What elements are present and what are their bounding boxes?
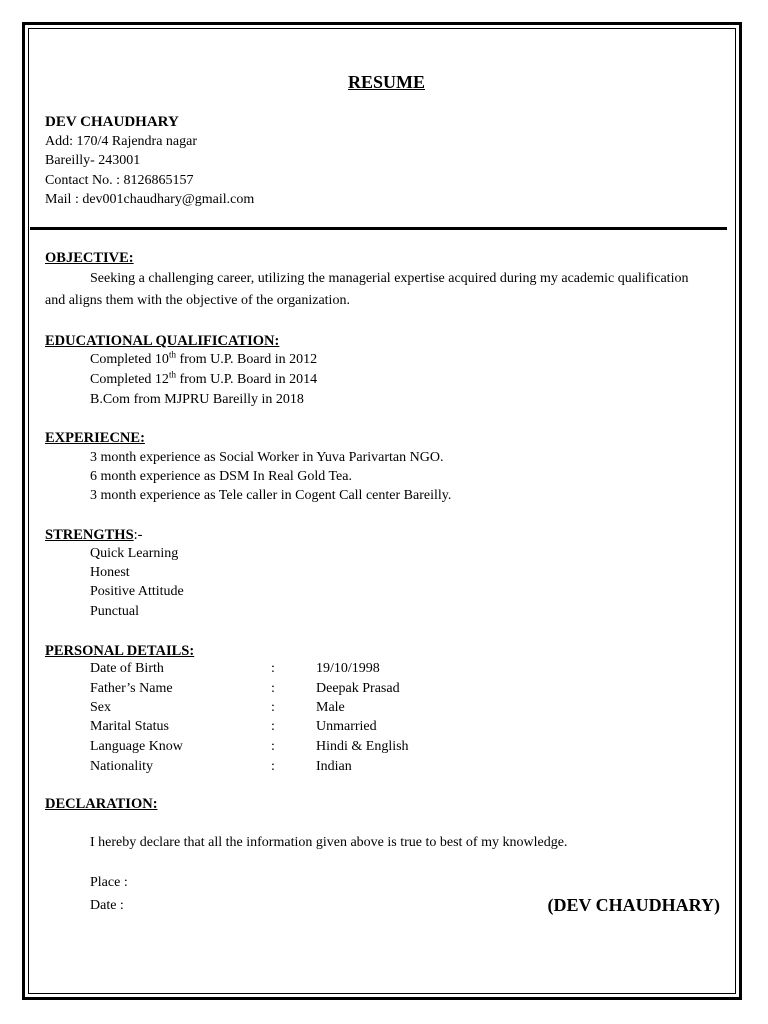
- separator: :: [271, 661, 275, 676]
- objective-heading: OBJECTIVE:: [45, 250, 134, 266]
- strengths-heading: STRENGTHS:-: [45, 527, 143, 543]
- date-label: Date :: [90, 898, 124, 913]
- strength-item: Positive Attitude: [90, 584, 184, 599]
- email-line: Mail : dev001chaudhary@gmail.com: [45, 192, 255, 207]
- marital-status-value: Unmarried: [316, 719, 377, 734]
- sex-label: Sex: [90, 700, 111, 715]
- nationality-value: Indian: [316, 759, 352, 774]
- dob-label: Date of Birth: [90, 661, 164, 676]
- objective-text: Seeking a challenging career, utilizing the managerial expertise acquired during my academic qualification and aligns them with the objective of the organization.: [45, 271, 689, 308]
- resume-title: RESUME: [347, 72, 425, 92]
- strength-item: Quick Learning: [90, 546, 179, 561]
- personal-details-heading: PERSONAL DETAILS:: [45, 643, 195, 659]
- experience-item: 6 month experience as DSM In Real Gold Tea.: [90, 469, 352, 484]
- address-line: Add: 170/4 Rajendra nagar: [45, 134, 198, 149]
- city-line: Bareilly- 243001: [45, 153, 141, 168]
- separator: :: [271, 681, 275, 696]
- separator: :: [271, 759, 275, 774]
- strength-item: Honest: [90, 565, 130, 580]
- candidate-name: DEV CHAUDHARY: [45, 114, 179, 130]
- signature-name: (DEV CHAUDHARY): [547, 895, 720, 915]
- nationality-label: Nationality: [90, 759, 153, 774]
- dob-value: 19/10/1998: [316, 661, 380, 676]
- header-divider: [30, 227, 727, 230]
- separator: :: [271, 739, 275, 754]
- education-heading: EDUCATIONAL QUALIFICATION:: [45, 333, 280, 349]
- strength-item: Punctual: [90, 604, 139, 619]
- declaration-text: I hereby declare that all the information given above is true to best of my knowledge.: [90, 835, 568, 850]
- father-name-label: Father’s Name: [90, 681, 173, 696]
- education-item: B.Com from MJPRU Bareilly in 2018: [90, 392, 304, 407]
- language-label: Language Know: [90, 739, 183, 754]
- phone-line: Contact No. : 8126865157: [45, 173, 194, 188]
- separator: :: [271, 719, 275, 734]
- marital-status-label: Marital Status: [90, 719, 169, 734]
- sex-value: Male: [316, 700, 345, 715]
- education-item: Completed 10th from U.P. Board in 2012: [90, 349, 318, 367]
- declaration-heading: DECLARATION:: [45, 796, 158, 812]
- experience-item: 3 month experience as Social Worker in Yuva Parivartan NGO.: [90, 450, 444, 465]
- language-value: Hindi & English: [316, 739, 409, 754]
- experience-item: 3 month experience as Tele caller in Cogent Call center Bareilly.: [90, 488, 452, 503]
- separator: :: [271, 700, 275, 715]
- education-item: Completed 12th from U.P. Board in 2014: [90, 369, 318, 387]
- place-label: Place :: [90, 875, 128, 890]
- father-name-value: Deepak Prasad: [316, 681, 400, 696]
- experience-heading: EXPERIECNE:: [45, 430, 145, 446]
